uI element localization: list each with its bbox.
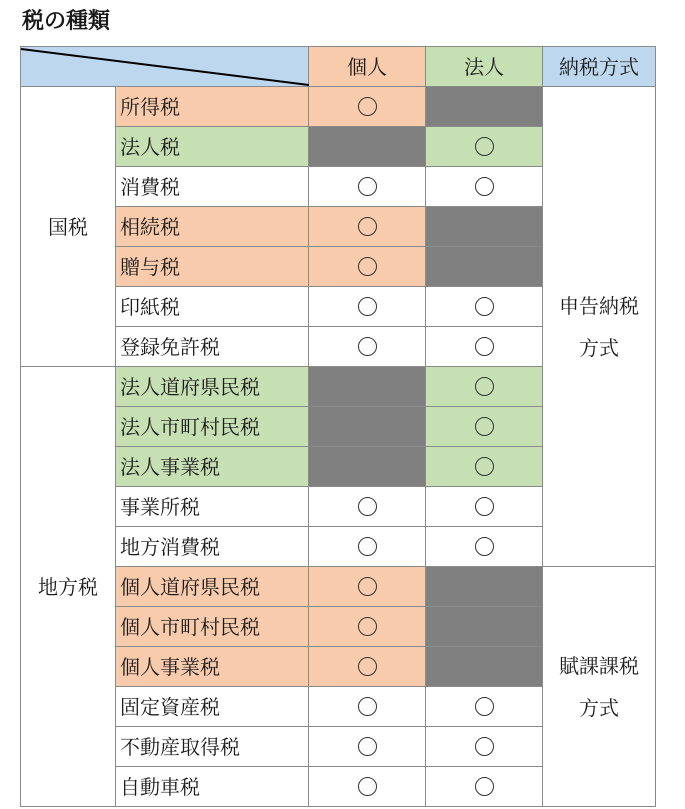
individual-applicability-cell xyxy=(309,447,426,487)
corporate-applicability-cell xyxy=(426,687,543,727)
individual-applicability-cell xyxy=(309,487,426,527)
tax-name-cell: 地方消費税 xyxy=(116,527,309,567)
header-corporate: 法人 xyxy=(426,47,543,87)
header-method: 納税方式 xyxy=(543,47,656,87)
corporate-applicability-cell xyxy=(426,767,543,807)
applicable-circle-icon xyxy=(358,777,377,796)
tax-name-cell: 登録免許税 xyxy=(116,327,309,367)
corner-header-cell xyxy=(21,47,309,87)
corporate-applicability-cell xyxy=(426,167,543,207)
applicable-circle-icon xyxy=(358,217,377,236)
individual-applicability-cell xyxy=(309,567,426,607)
applicable-circle-icon xyxy=(475,457,494,476)
tax-table xyxy=(20,46,656,807)
diagonal-line xyxy=(21,47,309,87)
individual-applicability-cell xyxy=(309,407,426,447)
tax-name-cell: 法人市町村民税 xyxy=(116,407,309,447)
tax-name-cell: 個人道府県民税 xyxy=(116,567,309,607)
corporate-applicability-cell xyxy=(426,447,543,487)
individual-applicability-cell xyxy=(309,247,426,287)
corporate-applicability-cell xyxy=(426,647,543,687)
tax-name-cell: 法人道府県民税 xyxy=(116,367,309,407)
individual-applicability-cell xyxy=(309,527,426,567)
applicable-circle-icon xyxy=(475,337,494,356)
applicable-circle-icon xyxy=(358,617,377,636)
applicable-circle-icon xyxy=(358,257,377,276)
applicable-circle-icon xyxy=(475,137,494,156)
individual-applicability-cell xyxy=(309,367,426,407)
corporate-applicability-cell xyxy=(426,207,543,247)
applicable-circle-icon xyxy=(475,177,494,196)
corporate-applicability-cell xyxy=(426,247,543,287)
tax-name-cell: 事業所税 xyxy=(116,487,309,527)
tax-name-cell: 固定資産税 xyxy=(116,687,309,727)
individual-applicability-cell xyxy=(309,687,426,727)
corporate-applicability-cell xyxy=(426,567,543,607)
tax-name-cell: 自動車税 xyxy=(116,767,309,807)
applicable-circle-icon xyxy=(358,97,377,116)
tax-name-cell: 法人事業税 xyxy=(116,447,309,487)
applicable-circle-icon xyxy=(358,697,377,716)
corporate-applicability-cell xyxy=(426,727,543,767)
individual-applicability-cell xyxy=(309,207,426,247)
tax-name-cell: 個人事業税 xyxy=(116,647,309,687)
applicable-circle-icon xyxy=(475,697,494,716)
header-individual: 個人 xyxy=(309,47,426,87)
applicable-circle-icon xyxy=(358,497,377,516)
corporate-applicability-cell xyxy=(426,407,543,447)
page-title: 税の種類 xyxy=(22,9,111,34)
individual-applicability-cell xyxy=(309,647,426,687)
method-official-assessment xyxy=(543,567,656,807)
individual-applicability-cell xyxy=(309,167,426,207)
tax-name-cell: 相続税 xyxy=(116,207,309,247)
corporate-applicability-cell xyxy=(426,607,543,647)
applicable-circle-icon xyxy=(358,177,377,196)
corporate-applicability-cell xyxy=(426,487,543,527)
applicable-circle-icon xyxy=(475,417,494,436)
applicable-circle-icon xyxy=(358,737,377,756)
applicable-circle-icon xyxy=(358,297,377,316)
applicable-circle-icon xyxy=(475,537,494,556)
corporate-applicability-cell xyxy=(426,327,543,367)
corporate-applicability-cell xyxy=(426,287,543,327)
individual-applicability-cell xyxy=(309,607,426,647)
applicable-circle-icon xyxy=(475,297,494,316)
applicable-circle-icon xyxy=(358,337,377,356)
corporate-applicability-cell xyxy=(426,527,543,567)
group-national-tax: 国税 xyxy=(21,87,116,367)
method-assess-line1: 賦課課税 xyxy=(559,653,639,678)
applicable-circle-icon xyxy=(358,577,377,596)
tax-name-cell: 不動産取得税 xyxy=(116,727,309,767)
corporate-applicability-cell xyxy=(426,87,543,127)
individual-applicability-cell xyxy=(309,727,426,767)
method-self-assessment xyxy=(543,87,656,567)
corporate-applicability-cell xyxy=(426,367,543,407)
tax-name-cell: 消費税 xyxy=(116,167,309,207)
corporate-applicability-cell xyxy=(426,127,543,167)
individual-applicability-cell xyxy=(309,287,426,327)
tax-name-cell: 所得税 xyxy=(116,87,309,127)
applicable-circle-icon xyxy=(475,777,494,796)
applicable-circle-icon xyxy=(475,377,494,396)
tax-name-cell: 印紙税 xyxy=(116,287,309,327)
individual-applicability-cell xyxy=(309,327,426,367)
individual-applicability-cell xyxy=(309,127,426,167)
tax-name-cell: 贈与税 xyxy=(116,247,309,287)
applicable-circle-icon xyxy=(358,537,377,556)
method-assess-line2: 方式 xyxy=(579,695,619,720)
applicable-circle-icon xyxy=(358,657,377,676)
applicable-circle-icon xyxy=(475,497,494,516)
method-self-line2: 方式 xyxy=(579,335,619,360)
tax-name-cell: 個人市町村民税 xyxy=(116,607,309,647)
method-self-line1: 申告納税 xyxy=(559,293,639,318)
individual-applicability-cell xyxy=(309,767,426,807)
individual-applicability-cell xyxy=(309,87,426,127)
applicable-circle-icon xyxy=(475,737,494,756)
group-local-tax: 地方税 xyxy=(21,367,116,807)
tax-name-cell: 法人税 xyxy=(116,127,309,167)
